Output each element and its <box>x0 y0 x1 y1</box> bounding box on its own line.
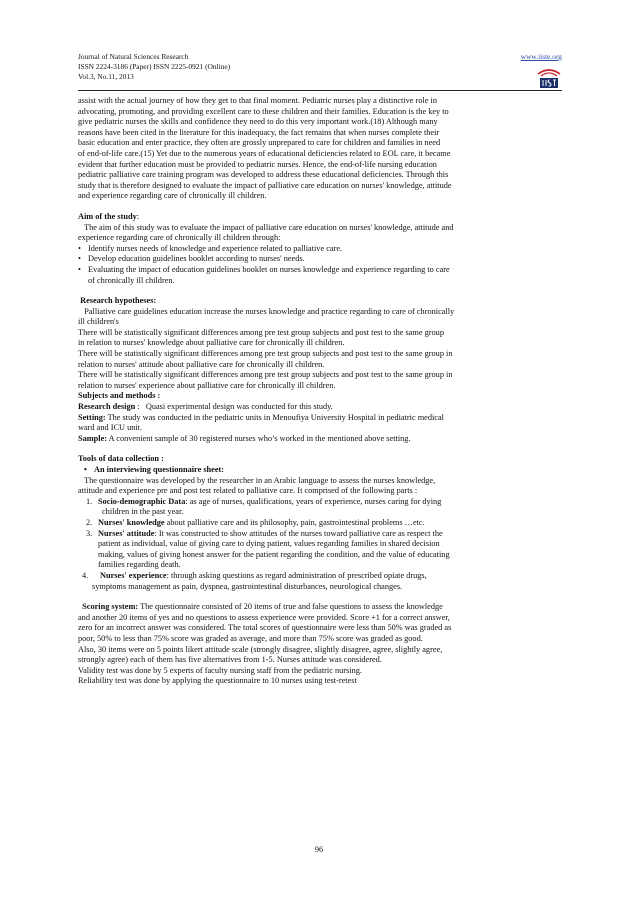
journal-name: Journal of Natural Sciences Research <box>78 52 189 61</box>
aim-heading: Aim of the study <box>78 211 137 221</box>
tools-item <box>78 571 562 592</box>
text-line: There will be statistically significant differences among pre test group subjects and post test to the same group <box>78 327 444 337</box>
item-label: Nurses' attitude <box>98 528 155 538</box>
bullet-icon: • <box>78 243 81 253</box>
bullet-item <box>78 265 562 286</box>
text-line: relation to nurses' experience about palliative care for chronically ill children. <box>78 380 336 390</box>
text-line: The aim of this study was to evaluate the impact of palliative care education on nurses' knowledge, attitude and <box>78 222 454 232</box>
scoring-section <box>78 602 562 687</box>
item-label: Nurses' knowledge <box>98 517 165 527</box>
aim-heading-line <box>78 212 562 223</box>
text-line: Also, 30 items were on 5 points likert attitude scale (strongly disagree, slightly disagree, agree, slightly agree, <box>78 644 443 654</box>
text-line: give pediatric nurses the skills and confidence they need to do this very important work.(18) Although many <box>78 117 438 127</box>
page-number: 96 <box>314 845 324 854</box>
text-line: ill children's <box>78 317 119 327</box>
hypotheses-section <box>78 296 562 391</box>
text-line: There will be statistically significant differences among pre test group subjects and post test to the same group in <box>78 370 453 380</box>
item-text-cont: making, values of giving honest answer for the patient regarding the condition, and the value of educating <box>98 549 450 559</box>
item-text-cont: families regarding death. <box>98 560 181 570</box>
body-text <box>78 96 562 687</box>
volume-line: Vol.3, No.11, 2013 <box>78 72 134 81</box>
text-line: assist with the actual journey of how they get to that final moment. Pediatric nurses play a distinctive role in <box>78 96 437 105</box>
bullet-item <box>78 254 562 265</box>
text-line: There will be statistically significant differences among pre test group subjects and post test to the same group in <box>78 349 453 359</box>
text-line: study that is therefore designed to evaluate the impact of palliative care education on nurses' knowledge, attitude <box>78 180 452 190</box>
bullet-item <box>78 244 562 255</box>
iiste-logo <box>536 66 562 90</box>
text-line: and experience regarding care of chronically ill children. <box>78 191 267 201</box>
text-line: attitude and experience pre and post test related to palliative care. It comprised of the following parts : <box>78 486 418 496</box>
bullet-text: Evaluating the impact of education guidelines booklet on nurses knowledge and experience regarding to care <box>88 264 450 274</box>
tools-heading: Tools of data collection : <box>78 454 164 464</box>
setting-text: The study was conducted in the pediatric units in Menoufiya University Hospital in pediatric medical <box>105 412 444 422</box>
scoring-first-line <box>78 602 562 613</box>
setting-line <box>78 413 562 424</box>
bullet-icon: • <box>84 465 87 474</box>
item-number: 4. <box>82 570 89 580</box>
text-line: advocating, promoting, and providing excellent care to these children and their families. Education is the key to <box>78 106 449 116</box>
item-number: 3. <box>86 528 93 538</box>
text-line: Reliability test was done by applying the questionnaire to 10 nurses using test-retest <box>78 676 357 686</box>
item-text-cont: patient as individual, value of giving care to dying patient, values regarding families in shared decision <box>98 539 440 549</box>
sample-label: Sample: <box>78 433 108 443</box>
header-rule <box>78 90 562 91</box>
tools-sub-bullet <box>78 465 562 476</box>
text-line: reasons have been cited in the literature for this inadequacy, the fact remains that when nurses complete their <box>78 127 440 137</box>
tools-item <box>78 518 562 529</box>
sample-text: A convenient sample of 30 registered nurses who’s worked in the mentioned above setting. <box>107 433 411 443</box>
text-line: poor, 50% to less than 75% score was graded as average, and more than 75% score was graded as good. <box>78 633 423 643</box>
item-text-cont: children in the past year. <box>102 507 184 517</box>
text-line: evident that further education must be provided to pediatric nurses. Hence, the end-of-life nursing education <box>78 159 437 169</box>
text-line: and another 20 items of yes and no questions to assess experience were provided. Score +1 for a correct answer, <box>78 612 450 622</box>
design-line <box>78 402 562 413</box>
running-header <box>78 52 562 82</box>
text-line: pediatric palliative care training program was developed to address these educational deficiencies. Through this <box>78 170 449 180</box>
text-line: experience regarding care of chronically ill children through: <box>78 233 281 243</box>
item-number: 1. <box>86 496 93 506</box>
text-line: strongly agree) each of them has five alternatives from 1-5. Nurses attitude was considered. <box>78 655 382 665</box>
bullet-text-cont: of chronically ill children. <box>88 275 175 285</box>
item-text: : through asking questions as regard administration of prescribed opiate drugs, <box>166 570 427 580</box>
item-text: : It was constructed to show attitudes of the nurses toward palliative care as respect the <box>154 528 443 538</box>
aim-heading-colon: : <box>136 211 140 221</box>
scoring-text: The questionnaire consisted of 20 items of true and false questions to assess the knowledge <box>138 602 443 612</box>
text-line: of end-of-life care.(15) Yet due to the numerous years of educational deficiencies related to EOL care, it became <box>78 148 451 158</box>
issn-line: ISSN 2224-3186 (Paper) ISSN 2225-0921 (Online) <box>78 62 231 71</box>
methods-heading: Subjects and methods : <box>78 391 161 401</box>
text-line: Validity test was done by 5 experts of faculty nursing staff from the pediatric nursing. <box>78 665 362 675</box>
bullet-icon: • <box>78 254 81 264</box>
journal-url-link[interactable]: www.iiste.org <box>520 52 562 61</box>
aim-section <box>78 212 562 286</box>
text-line: in relation to nurses' knowledge about palliative care for chronically ill children. <box>78 338 345 348</box>
item-text-cont: symptoms management as pain, dyspnea, gastrointestinal disturbances, neurological changes. <box>92 581 403 591</box>
bullet-icon: • <box>78 264 81 274</box>
item-label: Nurses' experience <box>100 570 167 580</box>
text-line: ward and ICU unit. <box>78 423 143 433</box>
bullet-text: An interviewing questionnaire sheet: <box>94 465 225 474</box>
item-label: Socio-demographic Data <box>98 496 186 506</box>
text-line: basic education and enter practice, they often are grossly unprepared to care for children and families in need <box>78 138 441 148</box>
setting-label: Setting: <box>78 412 106 422</box>
bullet-text: Develop education guidelines booklet according to nurses' needs. <box>88 254 305 264</box>
bullet-text: Identify nurses needs of knowledge and experience related to palliative care. <box>88 243 343 253</box>
text-line: Palliative care guidelines education increase the nurses knowledge and practice regarding to care of chronically <box>78 306 455 316</box>
tools-section <box>78 454 562 592</box>
design-label: Research design <box>78 402 136 412</box>
methods-section <box>78 391 562 444</box>
item-text: about palliative care and its philosophy, pain, gastrointestinal problems …etc. <box>164 517 425 527</box>
tools-item <box>78 497 562 518</box>
design-text: : Quasi experimental design was conducted for this study. <box>135 402 333 412</box>
tools-item <box>78 529 562 571</box>
scoring-label: Scoring system: <box>78 602 139 612</box>
hypotheses-heading: Research hypotheses: <box>78 296 157 306</box>
text-line: relation to nurses' attitude about palliative care for chronically ill children. <box>78 359 325 369</box>
sample-line <box>78 434 562 445</box>
intro-paragraph <box>78 96 562 202</box>
text-line: zero for an incorrect answer was considered. The total scores of questionnaire were less than 50% was graded as <box>78 623 452 633</box>
text-line: The questionnaire was developed by the researcher in an Arabic language to assess the nurses knowledge, <box>78 475 436 485</box>
item-text: : as age of nurses, qualifications, years of experience, nurses caring for dying <box>185 496 442 506</box>
item-number: 2. <box>86 517 93 527</box>
